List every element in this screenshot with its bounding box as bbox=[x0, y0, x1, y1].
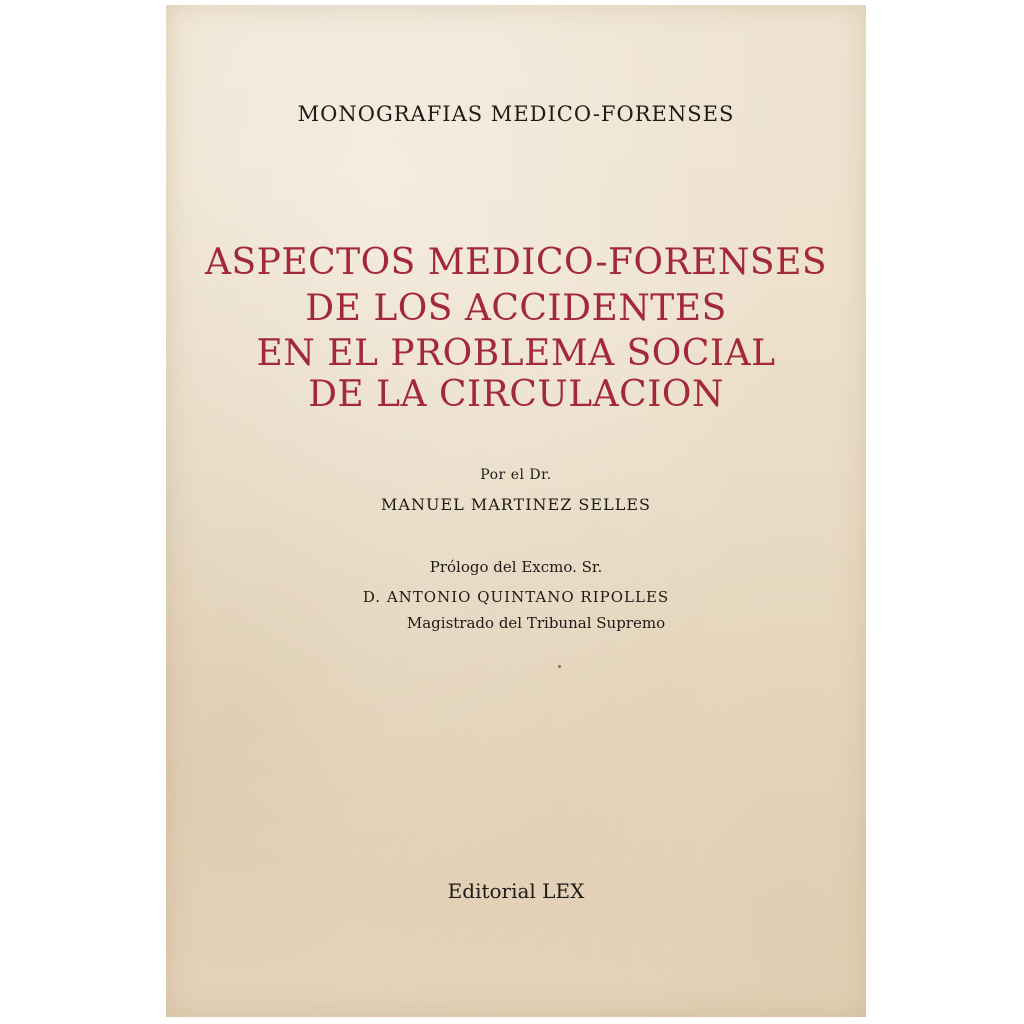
byline-prefix: Por el Dr. bbox=[480, 467, 552, 483]
prologue-author-role: Magistrado del Tribunal Supremo bbox=[406, 614, 666, 632]
author-name: MANUEL MARTINEZ SELLES bbox=[381, 495, 651, 514]
title-line-1: ASPECTOS MEDICO-FORENSES bbox=[204, 242, 828, 283]
book-cover bbox=[166, 5, 866, 1017]
title-line-4: DE LA CIRCULACION bbox=[308, 374, 724, 415]
prologue-prefix: Prólogo del Excmo. Sr. bbox=[429, 558, 603, 576]
title-line-2: DE LOS ACCIDENTES bbox=[305, 288, 727, 329]
series-title: MONOGRAFIAS MEDICO-FORENSES bbox=[297, 102, 735, 126]
prologue-author: D. ANTONIO QUINTANO RIPOLLES bbox=[362, 588, 670, 606]
paper-speck bbox=[558, 665, 561, 668]
title-line-3: EN EL PROBLEMA SOCIAL bbox=[256, 333, 776, 374]
publisher: Editorial LEX bbox=[447, 879, 585, 903]
